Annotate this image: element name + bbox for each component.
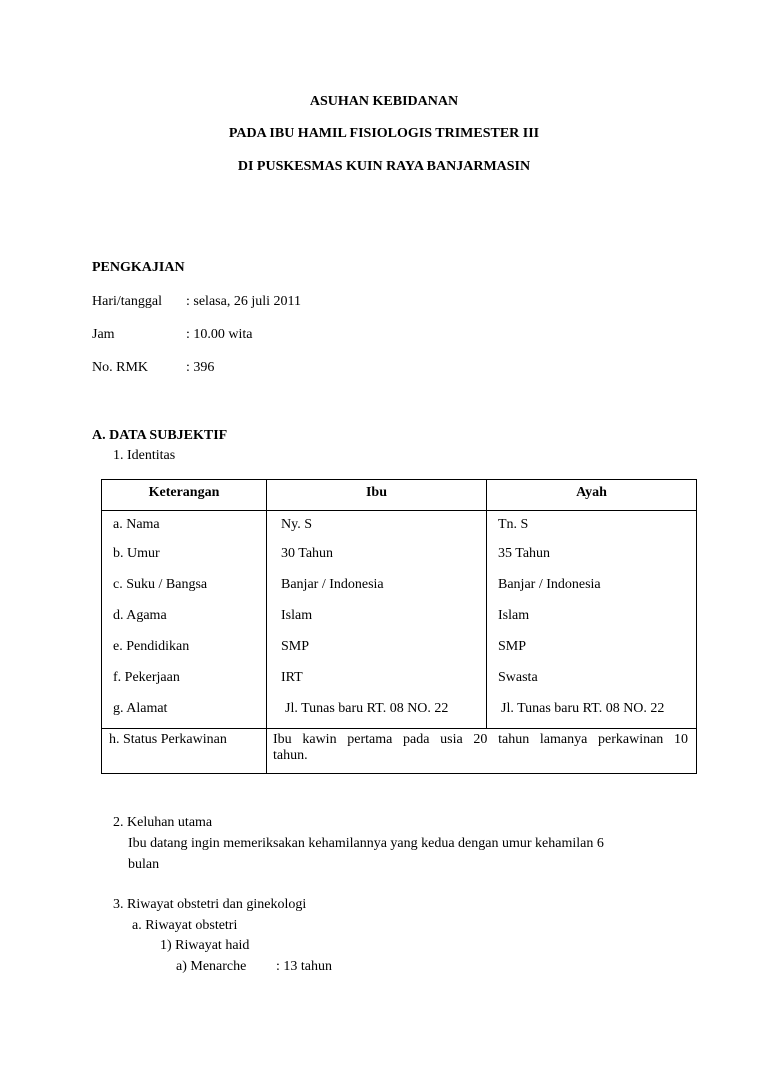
row-ibu: Banjar / Indonesia [281,577,384,592]
row-ayah: 35 Tahun [498,546,551,561]
identity-table [101,479,697,774]
row-ayah: Islam [498,608,530,623]
row-ayah: Tn. S [498,517,529,532]
section-a-heading: A. DATA SUBJEKTIF [92,428,228,443]
keluhan-text-line-1: Ibu datang ingin memeriksakan kehamilannya yang kedua dengan umur kehamilan 6 [128,836,604,851]
header-ibu: Ibu [267,480,487,511]
row-label: c. Suku / Bangsa [113,577,208,592]
row-ayah: Banjar / Indonesia [498,577,601,592]
row-ayah: Jl. Tunas baru RT. 08 NO. 22 [501,701,665,716]
table-header-row [102,480,697,511]
identitas-heading: 1. Identitas [113,448,176,463]
table-row [102,573,697,604]
row-ibu: Jl. Tunas baru RT. 08 NO. 22 [285,701,449,716]
row-label: f. Pekerjaan [113,670,180,685]
row-label: g. Alamat [113,701,168,716]
riwayat-obstetri: a. Riwayat obstetri [132,918,238,933]
row-label: d. Agama [113,608,167,623]
table-row [102,635,697,666]
row-label: b. Umur [113,546,160,561]
menarche-value: : 13 tahun [276,959,332,974]
row-ayah: SMP [498,639,527,654]
header-ayah: Ayah [487,480,697,511]
keluhan-heading: 2. Keluhan utama [113,815,213,830]
row-ibu: 30 Tahun [281,546,334,561]
pengkajian-heading: PENGKAJIAN [92,260,185,275]
riwayat-haid: 1) Riwayat haid [160,938,250,953]
row-ibu: IRT [281,670,303,685]
title-line-2: PADA IBU HAMIL FISIOLOGIS TRIMESTER III [228,126,540,141]
status-text-line-1: Ibu kawin pertama pada usia 20 tahun lamanya perkawinan 10 [273,732,688,747]
row-label: a. Nama [113,517,160,532]
field-value-jam: : 10.00 wita [186,327,253,342]
keluhan-text-line-2: bulan [128,857,160,872]
field-value-hari: : selasa, 26 juli 2011 [186,294,301,309]
table-row [102,511,697,543]
row-ibu: Ny. S [281,517,312,532]
status-row [102,729,697,774]
field-label-hari: Hari/tanggal [92,294,162,309]
row-ayah: Swasta [498,670,538,685]
status-label: h. Status Perkawinan [109,732,227,747]
table-row [102,697,697,729]
table-row [102,666,697,697]
row-ibu: Islam [281,608,313,623]
row-ibu: SMP [281,639,310,654]
field-value-rmk: : 396 [186,360,215,375]
row-label: e. Pendidikan [113,639,190,654]
field-label-rmk: No. RMK [92,360,149,375]
title-line-1: ASUHAN KEBIDANAN [309,94,459,109]
menarche-label: a) Menarche [176,959,247,974]
riwayat-heading: 3. Riwayat obstetri dan ginekologi [113,897,307,912]
field-label-jam: Jam [92,327,115,342]
table-row [102,604,697,635]
status-text-line-2: tahun. [273,748,308,763]
table-row [102,542,697,573]
title-line-3: DI PUSKESMAS KUIN RAYA BANJARMASIN [237,159,531,174]
header-keterangan: Keterangan [102,480,267,511]
